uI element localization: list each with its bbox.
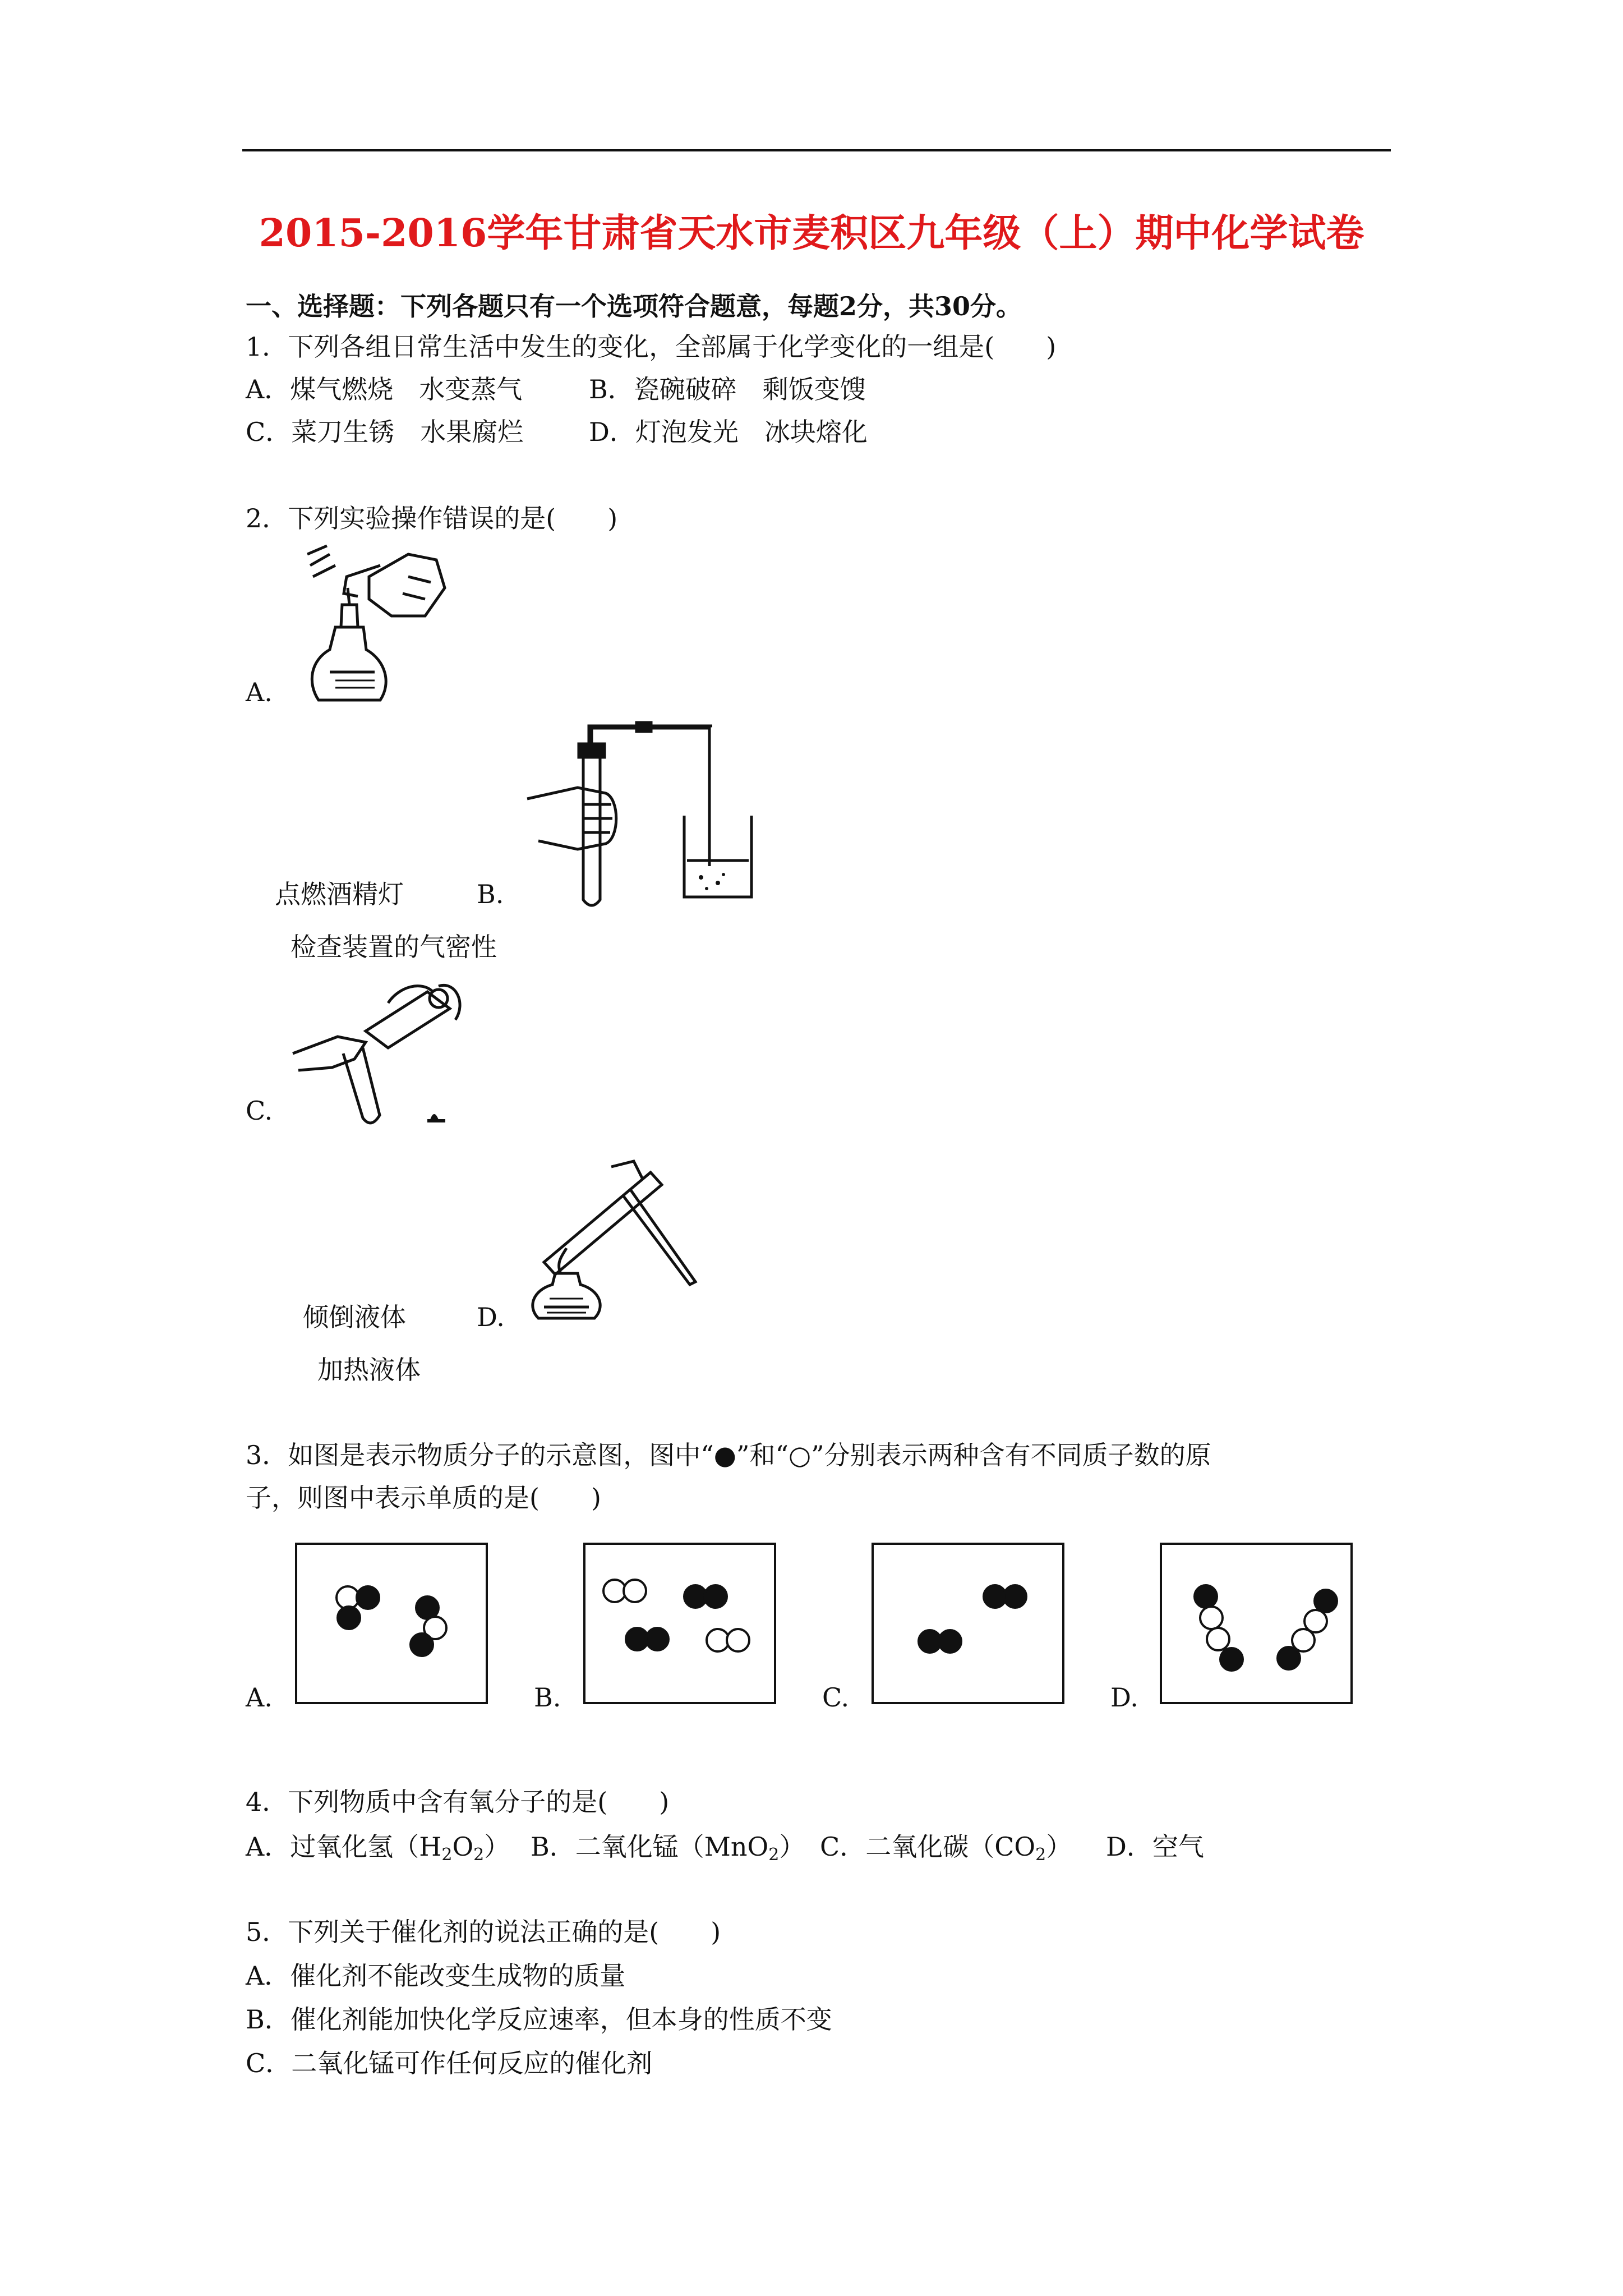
q4-stem: 4．下列物质中含有氧分子的是( ) xyxy=(246,1787,670,1817)
q1-option-c: C．菜刀生锈 水果腐烂 xyxy=(246,417,524,447)
q4-option-a: A．过氧化氢$(H_2O_2)$ xyxy=(246,1832,510,1865)
q2-option-a-label: A. xyxy=(246,677,273,707)
heating-liquid-figure xyxy=(522,1156,707,1329)
molecule-diagram-b xyxy=(583,1543,776,1704)
q2-option-b-caption: 检查装置的气密性 xyxy=(291,932,497,962)
airtightness-figure xyxy=(516,720,780,911)
q2-option-d-label: D. xyxy=(477,1302,505,1332)
molecule-diagram-d xyxy=(1160,1543,1353,1704)
q3-stem-line2: 子，则图中表示单质的是( ) xyxy=(246,1483,601,1513)
q3-label-c: C. xyxy=(822,1682,850,1713)
header-rule xyxy=(242,149,1391,151)
q2-option-d-caption: 加热液体 xyxy=(317,1355,421,1385)
pouring-liquid-figure xyxy=(287,969,472,1130)
q5-option-a: A．催化剂不能改变生成物的质量 xyxy=(246,1961,626,1991)
q2-stem: 2．下列实验操作错误的是( ) xyxy=(246,503,618,533)
alcohol-lamp-figure xyxy=(296,543,449,706)
q3-label-b: B. xyxy=(534,1682,561,1713)
q4-option-d: D．空气 xyxy=(1106,1832,1204,1862)
q2-option-c-label: C. xyxy=(246,1096,273,1126)
molecule-diagram-a xyxy=(295,1543,488,1704)
q2-option-a-caption: 点燃酒精灯 xyxy=(275,879,404,909)
q4-option-b: B．二氧化锰（MnO$_2$） xyxy=(531,1832,805,1865)
q3-stem-line1: 3．如图是表示物质分子的示意图，图中“●”和“○”分别表示两种含有不同质子数的原 xyxy=(246,1440,1211,1470)
q1-option-d: D．灯泡发光 冰块熔化 xyxy=(589,417,868,447)
q2-option-b-label: B. xyxy=(477,879,504,909)
q4-option-c: C．二氧化碳$(CO_2)$ xyxy=(820,1832,1072,1865)
q5-stem: 5．下列关于催化剂的说法正确的是( ) xyxy=(246,1917,721,1947)
q5-option-c: C．二氧化锰可作任何反应的催化剂 xyxy=(246,2048,653,2078)
q1-option-a: A．煤气燃烧 水变蒸气 xyxy=(246,374,523,404)
q3-label-a: A. xyxy=(246,1682,273,1713)
section-heading: 一、选择题：下列各题只有一个选项符合题意，每题2分，共30分。 xyxy=(246,291,1022,321)
q3-label-d: D. xyxy=(1110,1682,1138,1713)
molecule-diagram-c xyxy=(872,1543,1064,1704)
q2-option-c-caption: 倾倒液体 xyxy=(303,1302,406,1332)
q1-option-b: B．瓷碗破碎 剩饭变馊 xyxy=(589,374,866,404)
page-title: 2015-2016学年甘肃省天水市麦积区九年级（上）期中化学试卷 xyxy=(259,211,1364,256)
q1-stem: 1．下列各组日常生活中发生的变化，全部属于化学变化的一组是( ) xyxy=(246,332,1057,362)
q5-option-b: B．催化剂能加快化学反应速率，但本身的性质不变 xyxy=(246,2004,832,2035)
